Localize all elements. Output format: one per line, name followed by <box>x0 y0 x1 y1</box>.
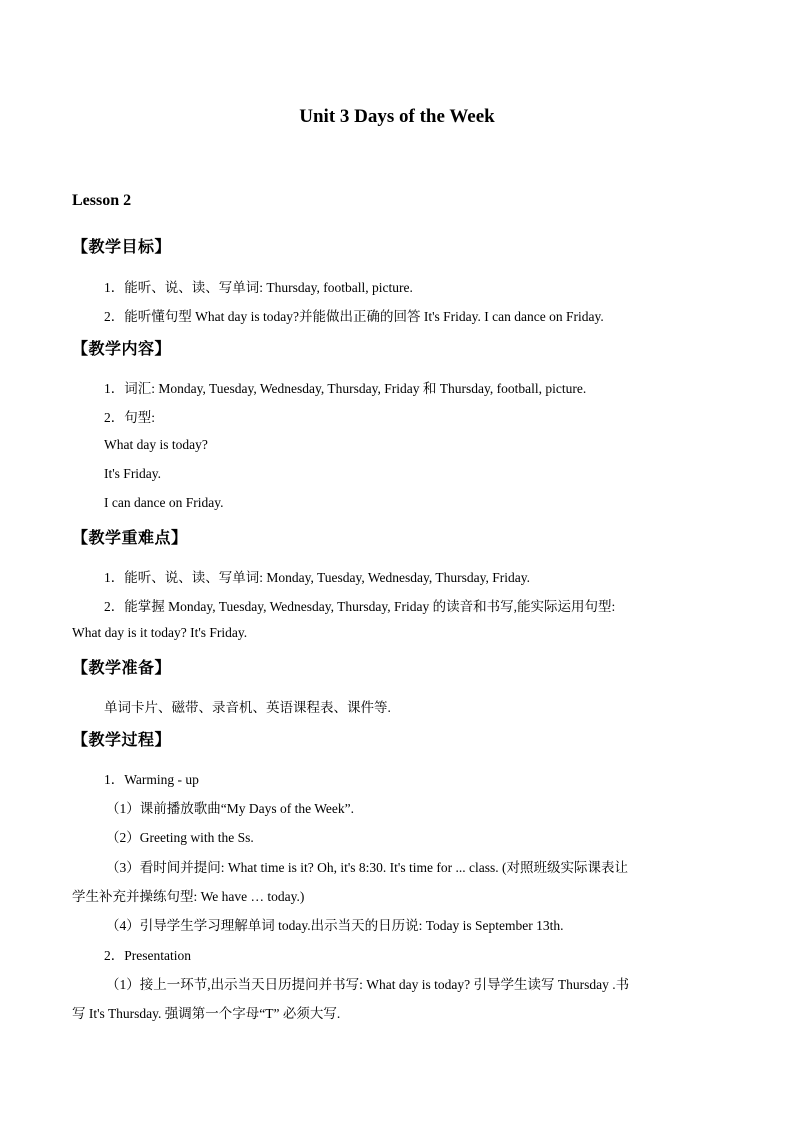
process-line: 2．Presentation <box>104 948 191 963</box>
process-line: 学生补充并操练句型: We have … today.) <box>72 889 305 904</box>
process-line: （1）接上一环节,出示当天日历提问并书写: What day is today? 引导学生读写 Thursday .书 <box>106 977 630 992</box>
process-line: （4）引导学生学习理解单词 today.出示当天的日历说: Today is September 13th. <box>106 918 564 933</box>
section-heading-preparation: 【教学准备】 <box>72 658 172 677</box>
goal-line: 1．能听、说、读、写单词: Thursday, football, picture. <box>104 280 413 295</box>
section-heading-content: 【教学内容】 <box>72 339 172 358</box>
content-line: 1．词汇: Monday, Tuesday, Wednesday, Thursday, Friday 和 Thursday, football, picture. <box>104 381 587 396</box>
process-line: （1）课前播放歌曲“My Days of the Week”. <box>106 801 354 816</box>
preparation-line: 单词卡片、磁带、录音机、英语课程表、课件等. <box>104 700 391 715</box>
content-line: I can dance on Friday. <box>104 495 224 510</box>
process-line: （3）看时间并提问: What time is it? Oh, it's 8:30. It's time for ... class. (对照班级实际课表让 <box>106 860 628 875</box>
process-line: 1．Warming - up <box>104 772 199 787</box>
goal-line: 2．能听懂句型 What day is today?并能做出正确的回答 It's Friday. I can dance on Friday. <box>104 309 604 324</box>
section-heading-keypoints: 【教学重难点】 <box>72 528 188 547</box>
section-heading-process: 【教学过程】 <box>72 730 172 749</box>
process-line: 写 It's Thursday. 强调第一个字母“T” 必须大写. <box>72 1006 341 1021</box>
content-line: What day is today? <box>104 437 208 452</box>
content-line: It's Friday. <box>104 466 162 481</box>
section-heading-goals: 【教学目标】 <box>72 237 172 256</box>
keypoint-line: What day is it today? It's Friday. <box>72 625 248 640</box>
keypoint-line: 2．能掌握 Monday, Tuesday, Wednesday, Thursday, Friday 的读音和书写,能实际运用句型: <box>104 599 616 614</box>
lesson-heading: Lesson 2 <box>72 192 132 209</box>
process-line: （2）Greeting with the Ss. <box>106 830 254 845</box>
document-title: Unit 3 Days of the Week <box>299 106 495 127</box>
keypoint-line: 1．能听、说、读、写单词: Monday, Tuesday, Wednesday, Thursday, Friday. <box>104 570 531 585</box>
content-line: 2．句型: <box>104 410 156 425</box>
